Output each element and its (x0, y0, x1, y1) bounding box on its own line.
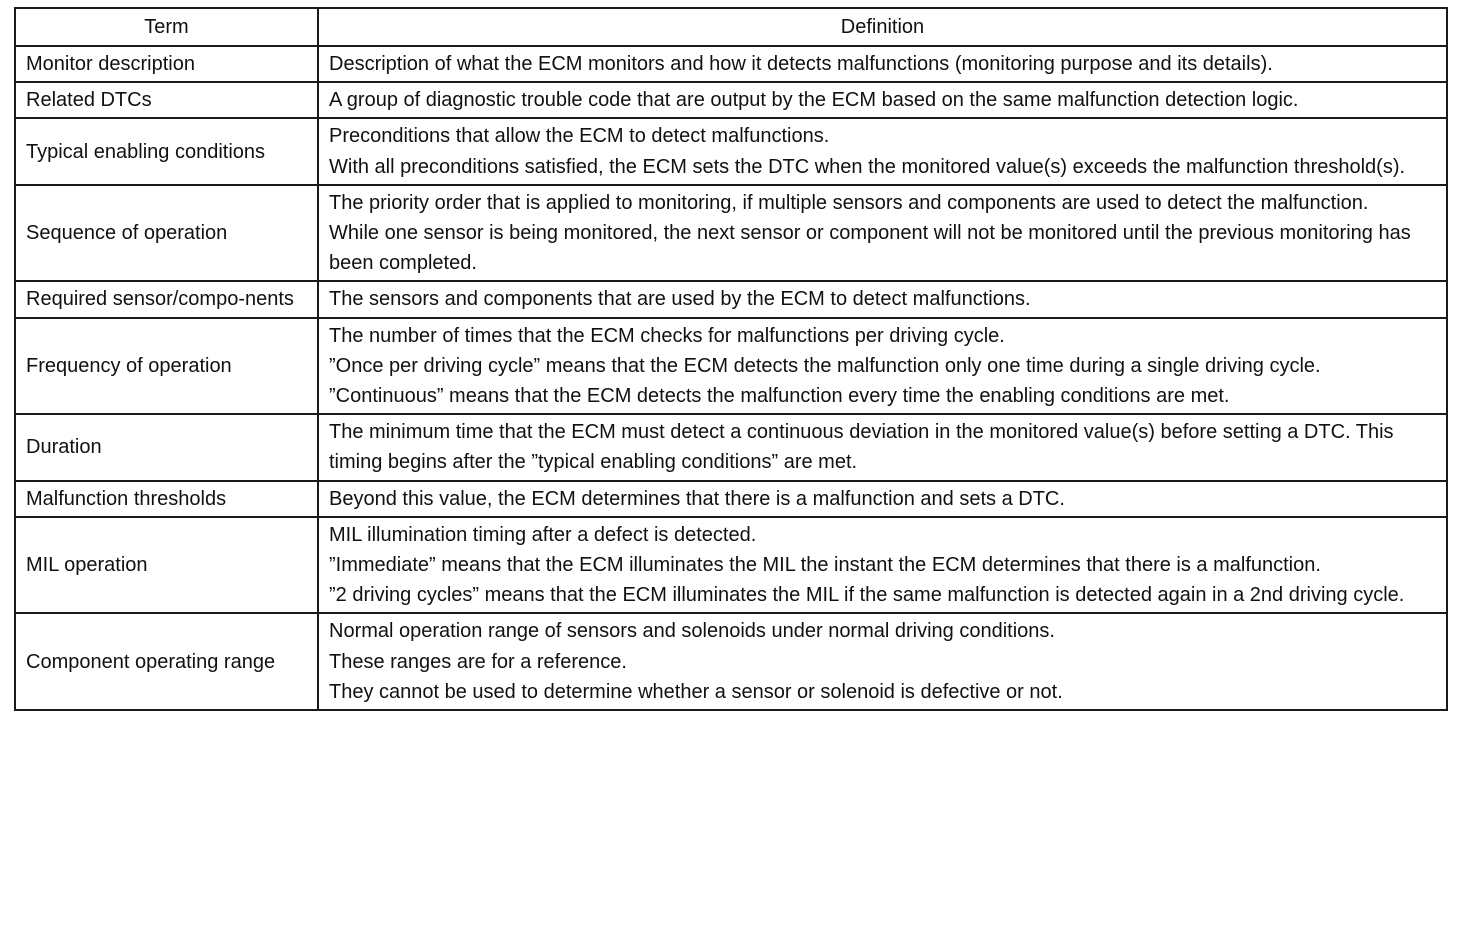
definition-line: The sensors and components that are used by the ECM to detect malfunctions. (329, 288, 1031, 311)
table-row (15, 517, 1447, 614)
term-cell: Sequence of operation (15, 185, 318, 282)
definition-line: Preconditions that allow the ECM to detect malfunctions. (329, 125, 830, 148)
header-definition: Definition (318, 8, 1447, 46)
table-row (15, 613, 1447, 710)
term-cell: Required sensor/compo-nents (15, 281, 318, 317)
definition-line: Beyond this value, the ECM determines that there is a malfunction and sets a DTC. (329, 487, 1065, 510)
term-cell: Related DTCs (15, 82, 318, 118)
definition-cell (318, 46, 1447, 82)
definition-cell (318, 318, 1447, 415)
definition-line: The minimum time that the ECM must detect a continuous deviation in the monitored value(s) before setting a DTC. This timing begins after the ”typical enabling conditions” are met. (329, 421, 1394, 474)
definition-line: With all preconditions satisfied, the ECM sets the DTC when the monitored value(s) exceeds the malfunction threshold(s). (329, 155, 1406, 178)
definition-cell (318, 414, 1447, 480)
definition-cell (318, 185, 1447, 282)
definition-line: The number of times that the ECM checks for malfunctions per driving cycle. (329, 324, 1005, 347)
definition-cell (318, 82, 1447, 118)
table-row (15, 185, 1447, 282)
table-row (15, 82, 1447, 118)
term-cell: Typical enabling conditions (15, 118, 318, 184)
table-row (15, 318, 1447, 415)
definition-cell (318, 481, 1447, 517)
definition-cell (318, 118, 1447, 184)
term-cell: Monitor description (15, 46, 318, 82)
definition-cell (318, 517, 1447, 614)
definition-line: ”Once per driving cycle” means that the ECM detects the malfunction only one time during a single driving cycle. (329, 354, 1321, 377)
table-header-row (15, 8, 1447, 46)
term-cell: Component operating range (15, 613, 318, 710)
table-row (15, 118, 1447, 184)
definition-line: They cannot be used to determine whether a sensor or solenoid is defective or not. (329, 680, 1063, 703)
definition-line: MIL illumination timing after a defect is detected. (329, 523, 757, 546)
term-cell: MIL operation (15, 517, 318, 614)
term-cell: Frequency of operation (15, 318, 318, 415)
term-cell: Duration (15, 414, 318, 480)
definition-line: ”2 driving cycles” means that the ECM illuminates the MIL if the same malfunction is detected again in a 2nd driving cycle. (329, 584, 1405, 607)
definition-line: ”Immediate” means that the ECM illuminates the MIL the instant the ECM determines that there is a malfunction. (329, 554, 1321, 577)
table-row (15, 46, 1447, 82)
table-row (15, 281, 1447, 317)
definition-line: Normal operation range of sensors and solenoids under normal driving conditions. (329, 620, 1055, 643)
definitions-table-container (14, 7, 1446, 711)
definition-line: ”Continuous” means that the ECM detects the malfunction every time the enabling conditions are met. (329, 385, 1230, 408)
definition-cell (318, 613, 1447, 710)
term-definition-table (14, 7, 1448, 711)
header-term: Term (15, 8, 318, 46)
definition-cell (318, 281, 1447, 317)
term-cell: Malfunction thresholds (15, 481, 318, 517)
definition-line: While one sensor is being monitored, the next sensor or component will not be monitored until the previous monitoring has been completed. (329, 222, 1411, 275)
table-row (15, 414, 1447, 480)
definition-line: Description of what the ECM monitors and how it detects malfunctions (monitoring purpose and its details). (329, 53, 1273, 75)
definition-line: The priority order that is applied to monitoring, if multiple sensors and components are used to detect the malfunction. (329, 191, 1369, 214)
definition-line: A group of diagnostic trouble code that are output by the ECM based on the same malfunction detection logic. (329, 89, 1299, 112)
table-row (15, 481, 1447, 517)
definition-line: These ranges are for a reference. (329, 650, 627, 673)
